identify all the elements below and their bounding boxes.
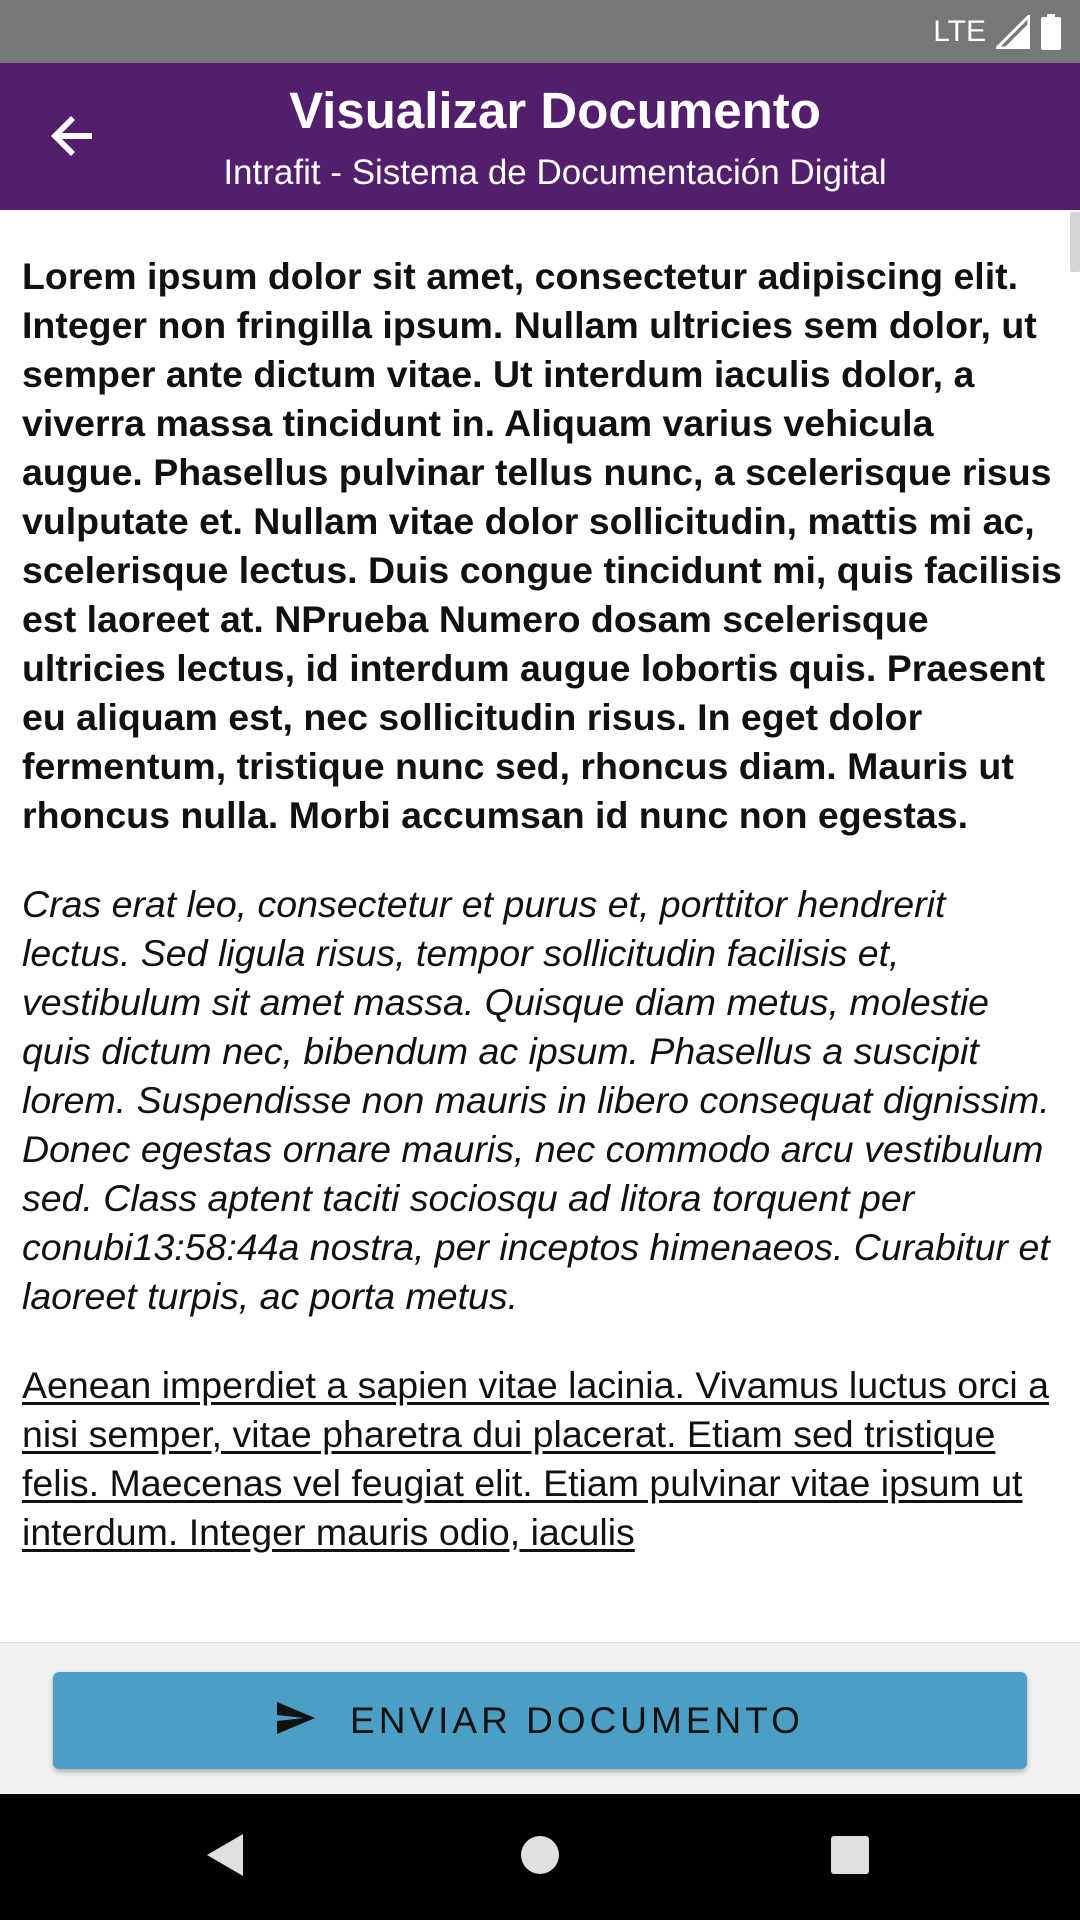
action-area (0, 1642, 1080, 1794)
navigation-bar (0, 1794, 1080, 1920)
nav-recents-button[interactable] (817, 1824, 883, 1890)
nav-home-button[interactable] (507, 1824, 573, 1890)
document-paragraph-italic: Cras erat leo, consectetur et purus et, porttitor hendrerit lectus. Sed ligula risus, tempor sollicitudin facilisis et, vestibulum sit amet massa. Quisque diam metus, molestie quis dictum nec, bibendum ac ipsum. Phasellus a suscipit lorem. Suspendisse non mauris in libero consequat dignissim. Donec egestas ornare mauris, nec commodo arcu vestibulum sed. Class aptent taciti sociosqu ad litora torquent per conubi13:58:44a nostra, per inceptos himenaeos. Curabitur et laoreet turpis, ac porta metus. (22, 883, 1050, 1317)
send-icon (276, 1701, 316, 1740)
battery-icon (1040, 14, 1062, 50)
app-bar (0, 63, 1080, 210)
send-document-button[interactable] (53, 1672, 1027, 1769)
signal-icon (996, 15, 1030, 49)
page-subtitle: Intrafit - Sistema de Documentación Digital (223, 153, 887, 192)
nav-back-button[interactable] (192, 1824, 258, 1890)
nav-home-icon (520, 1835, 560, 1880)
nav-recents-icon (830, 1835, 870, 1880)
network-type: LTE (933, 14, 986, 48)
status-bar (0, 0, 1080, 63)
send-document-label: ENVIAR DOCUMENTO (350, 1699, 804, 1741)
document-viewer[interactable] (0, 210, 1080, 1642)
page-title: Visualizar Documento (289, 82, 821, 139)
document-paragraph-underline: Aenean imperdiet a sapien vitae lacinia. Vivamus luctus orci a nisi semper, vitae pharetra dui placerat. Etiam sed tristique felis. Maecenas vel feugiat elit. Etiam pulvinar vitae ipsum ut interdum. Integer mauris odio, iaculis (22, 1364, 1049, 1553)
nav-back-icon (205, 1832, 245, 1883)
scrollbar-thumb[interactable] (1070, 212, 1080, 272)
document-paragraph-bold: Lorem ipsum dolor sit amet, consectetur adipiscing elit. Integer non fringilla ipsum. Nullam ultricies sem dolor, ut semper ante dictum vitae. Ut interdum iaculis dolor, a viverra massa tincidunt in. Aliquam varius vehicula augue. Phasellus pulvinar tellus nunc, a scelerisque risus vulputate et. Nullam vitae dolor sollicitudin, mattis mi ac, scelerisque lectus. Duis congue tincidunt mi, quis facilisis est laoreet at. NPrueba Numero dosam scelerisque ultricies lectus, id interdum augue lobortis quis. Praesent eu aliquam est, nec sollicitudin risus. In eget dolor fermentum, tristique nunc sed, rhoncus diam. Mauris ut rhoncus nulla. Morbi accumsan id nunc non egestas. (22, 255, 1062, 836)
